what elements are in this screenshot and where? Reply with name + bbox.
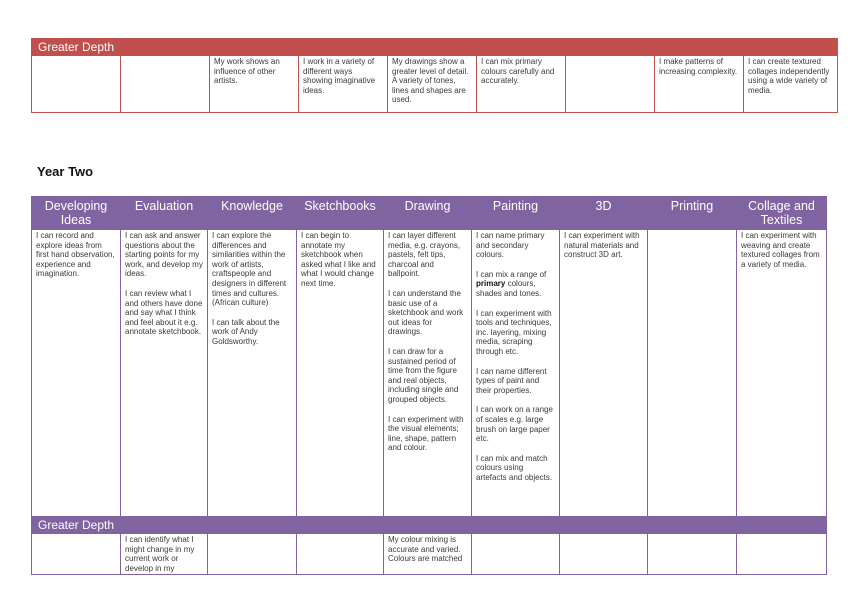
statement: I can name different types of paint and their properties. — [476, 366, 547, 395]
greater-depth-band: Greater Depth — [32, 39, 838, 56]
cell-knowledge — [208, 230, 297, 517]
greater-depth-band: Greater Depth — [32, 517, 827, 534]
gd-cell-collage — [737, 534, 827, 575]
header-knowledge: Knowledge — [208, 197, 297, 230]
greater-depth-table — [31, 38, 838, 113]
table-row — [32, 230, 827, 517]
statement: I can work on a range of scales e.g. large brush on large paper etc. — [476, 405, 553, 444]
cell-painting — [472, 230, 560, 517]
gd-cell-3d — [560, 534, 648, 575]
gd-cell-evaluation: I can identify what I might change in my current work or develop in my — [121, 534, 208, 575]
year-two-table — [31, 196, 827, 575]
header-drawing: Drawing — [384, 197, 472, 230]
cell-drawing — [384, 230, 472, 517]
gd-cell-developing-ideas — [32, 56, 121, 113]
statement: I can experiment with the visual elements; line, shape, pattern and colour. — [388, 414, 464, 453]
header-evaluation: Evaluation — [121, 197, 208, 230]
header-3d: 3D — [560, 197, 648, 230]
cell-printing — [648, 230, 737, 517]
statement: I can name primary and secondary colours. — [476, 231, 545, 260]
table-row — [32, 534, 827, 575]
statement-part: colours, shades and tones. — [476, 279, 542, 298]
gd-cell-painting: I can mix primary colours carefully and accurately. — [477, 56, 566, 113]
statement: I can experiment with natural materials and construct 3D art. — [564, 231, 640, 260]
statement: I can experiment with weaving and create textured collages from a variety of media. — [741, 231, 820, 269]
statement: I can explore the differences and similarities within the work of artists, craftspeople and designers in different times and cultures. (African culture) — [212, 231, 287, 308]
header-sketchbooks: Sketchbooks — [297, 197, 384, 230]
statement: I can ask and answer questions about the starting points for my work, and develop my ideas. — [125, 231, 203, 279]
statement: I can layer different media, e.g. crayons, pastels, felt tips, charcoal and ballpoint. — [388, 231, 461, 279]
table-row — [32, 56, 838, 113]
cell-evaluation — [121, 230, 208, 517]
header-developing-ideas: Developing Ideas — [32, 197, 121, 230]
statement — [476, 270, 555, 299]
gd-cell-drawing: My drawings show a greater level of detail. A variety of tones, lines and shapes are used. — [388, 56, 477, 113]
cell-3d — [560, 230, 648, 517]
header-collage-textiles: Collage and Textiles — [737, 197, 827, 230]
statement: I can mix and match colours using artefacts and objects. — [476, 453, 553, 482]
gd-cell-sketchbooks: I work in a variety of different ways showing imaginative ideas. — [299, 56, 388, 113]
statement: I can review what I and others have done and say what I think and feel about it e.g. annotate sketchbook. — [125, 288, 203, 337]
gd-cell-collage: I can create textured collages independently using a wide variety of media. — [744, 56, 838, 113]
cell-collage-textiles — [737, 230, 827, 517]
gd-cell-knowledge: My work shows an influence of other artists. — [210, 56, 299, 113]
gd-cell-3d — [566, 56, 655, 113]
header-painting: Painting — [472, 197, 560, 230]
header-printing: Printing — [648, 197, 737, 230]
statement: I can record and explore ideas from first hand observation, experience and imagination. — [36, 231, 115, 279]
statement: I can draw for a sustained period of time from the figure and real objects, including single and grouped objects. — [388, 346, 459, 404]
header-row — [32, 197, 827, 230]
statement: I can experiment with tools and techniques, inc. layering, mixing media, scraping through etc. — [476, 308, 552, 356]
gd-cell-knowledge — [208, 534, 297, 575]
gd-cell-developing-ideas — [32, 534, 121, 575]
gd-cell-printing: I make patterns of increasing complexity. — [655, 56, 744, 113]
statement: I can talk about the work of Andy Goldsworthy. — [212, 317, 280, 346]
year-two-heading: Year Two — [37, 164, 94, 179]
statement: I can begin to annotate my sketchbook when asked what I like and what I would change next time. — [301, 231, 376, 288]
emphasis-primary: primary — [476, 279, 506, 289]
gd-cell-printing — [648, 534, 737, 575]
statement-part: I can mix a range of — [476, 269, 547, 279]
gd-cell-sketchbooks — [297, 534, 384, 575]
gd-cell-evaluation — [121, 56, 210, 113]
cell-developing-ideas — [32, 230, 121, 517]
cell-sketchbooks — [297, 230, 384, 517]
gd-cell-drawing: My colour mixing is accurate and varied. Colours are matched — [384, 534, 472, 575]
statement: I can understand the basic use of a sketchbook and work out ideas for drawings. — [388, 288, 464, 337]
gd-cell-painting — [472, 534, 560, 575]
